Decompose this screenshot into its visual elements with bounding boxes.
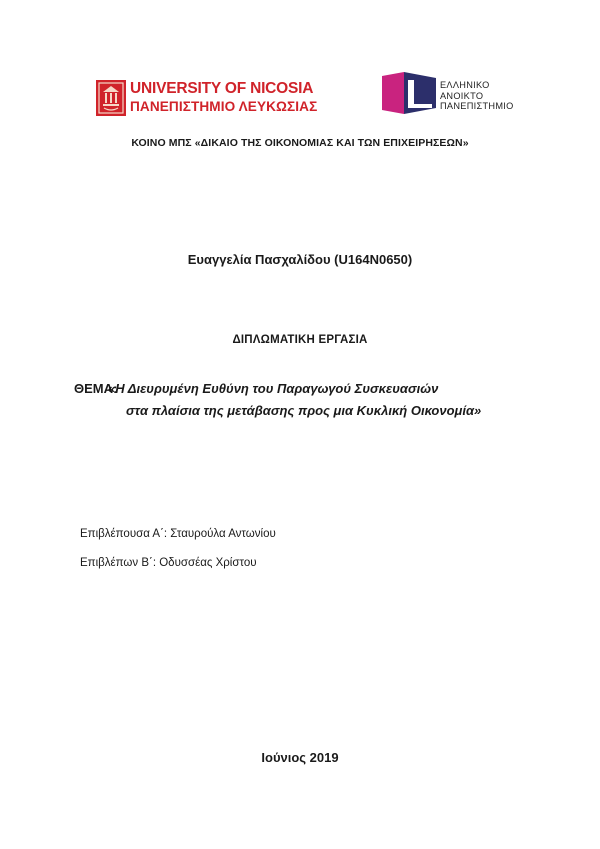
university-of-nicosia-logo (96, 80, 318, 120)
hou-name-line1: ΕΛΛΗΝΙΚΟ (440, 80, 490, 90)
supervisor-a: Επιβλέπουσα Α΄: Σταυρούλα Αντωνίου (80, 528, 276, 540)
supervisor-b: Επιβλέπων Β΄: Οδυσσέας Χρίστου (80, 557, 257, 569)
program-title: ΚΟΙΝΟ ΜΠΣ «ΔΙΚΑΙΟ ΤΗΣ ΟΙΚΟΝΟΜΙΑΣ ΚΑΙ ΤΩΝ ΕΠΙΧΕΙΡΗΣΕΩΝ» (131, 137, 469, 149)
hou-name (440, 80, 514, 112)
hou-name-line3: ΠΑΝΕΠΙΣΤΗΜΙΟ (440, 101, 514, 111)
unic-name-english: UNIVERSITY OF NICOSIA (130, 80, 314, 97)
unic-name-greek: ΠΑΝΕΠΙΣΤΗΜΙΟ ΛΕΥΚΩΣΙΑΣ (130, 99, 318, 114)
theme-title-line1: «Η Διευρυμένη Ευθύνη του Παραγωγού Συσκευασιών (108, 381, 439, 396)
hou-mark-icon (382, 72, 438, 114)
unic-emblem-icon (96, 80, 126, 116)
hou-name-line2: ΑΝΟΙΚΤΟ (440, 90, 484, 101)
author-name: Ευαγγελία Πασχαλίδου (U164N0650) (187, 252, 413, 267)
theme-label: ΘΕΜΑ: (74, 381, 118, 396)
document-type: ΔΙΠΛΩΜΑΤΙΚΗ ΕΡΓΑΣΙΑ (232, 334, 368, 346)
hellenic-open-university-logo (382, 72, 542, 116)
submission-date: Ιούνιος 2019 (261, 750, 339, 765)
theme-title-line2: στα πλαίσια της μετάβασης προς μια Κυκλική Οικονομία» (126, 403, 482, 418)
